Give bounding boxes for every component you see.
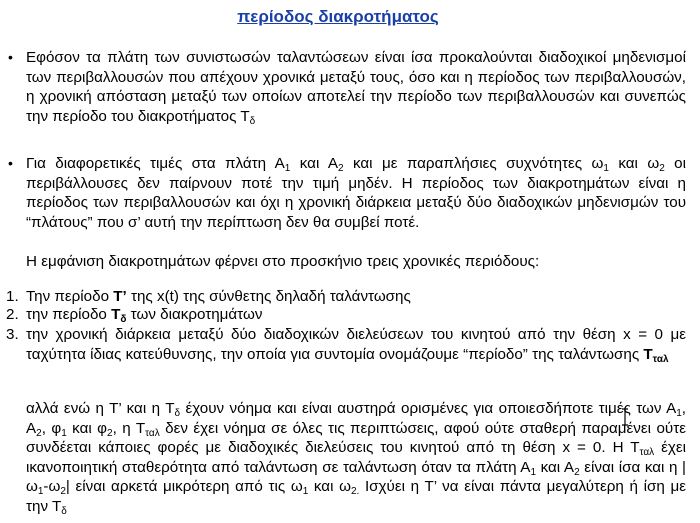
list-text: την περίοδο $T_\delta$ των διακροτημάτων (26, 306, 263, 325)
list-text: την χρονική διάρκεια μεταξύ δύο διαδοχικών διελεύσεων του κινητού από την θέση x = 0 με ταχύτητα ίδιας κατεύθυνσης, την οποία για συντομία ονομάζουμε “περίοδο” της ταλάντωσης $T_{\tau\alpha\lambda}$ (26, 326, 686, 365)
bullet-icon: • (8, 155, 13, 171)
bullet-text-1: Εφόσον τα πλάτη των συνιστωσών ταλαντώσεων είναι ίσα προκαλούνται διαδοχικοί μηδενισμοί των περιβαλλουσών που απέχουν χρονικά μεταξύ τους, όσο και η περίοδος των περιβαλλουσών, η χρονική απόσταση μεταξύ των οποίων αποτελεί την περίοδο των περιβαλλουσών και συνεπώς την περίοδο του διακροτήματος $T_\delta$ (26, 49, 686, 127)
list-number: 3. (6, 326, 19, 343)
text-cursor-icon (621, 408, 629, 426)
list-number: 1. (6, 288, 19, 305)
list-intro: Η εμφάνιση διακροτημάτων φέρνει στο προσκήνιο τρεις χρονικές περιόδους: (26, 253, 540, 270)
list-number: 2. (6, 306, 19, 323)
list-text: Την περίοδο Τ’ της x(t) της σύνθετης δηλαδή ταλάντωσης (26, 288, 411, 305)
bullet-text-2: Για διαφορετικές τιμές στα πλάτη $A_1$ και $A_2$ και με παραπλήσιες συχνότητες $\omega_1$ και $\omega_2$ οι περιβάλλουσες δεν παίρνουν ποτέ την τιμή μηδέν. Η περίοδος των διακροτημάτων είναι η περίοδος των περιβαλλουσών και όχι η χρονική διάρκεια μεταξύ δύο διαδοχικών μηδενισμών του “πλάτους” που σ’ αυτή την περίπτωση δεν θα συμβεί ποτέ. (26, 155, 686, 231)
bullet-icon: • (8, 49, 13, 65)
page-title: περίοδος διακροτήματος (237, 7, 439, 26)
closing-paragraph: αλλά ενώ η Τ’ και η $T_\delta$ έχουν νόημα και είναι αυστηρά ορισμένες για οποιεσδήποτε τιμές των $A_1$, $A_2$, $\varphi_1$ και $\varphi_2$, η $T_{\tau\alpha\lambda}$ δεν έχει νόημα σε όλες τις περιπτώσεις, αφού ούτε σταθερή παραμένει ούτε συνδέεται κάποιες φορές με διαδοχικές διελεύσεις του κινητού από τη θέση x = 0. Η $T_{\tau\alpha\lambda}$ έχει ικανοποιητική σταθερότητα από ταλάντωση σε ταλάντωση όταν τα πλάτη $A_1$ και $A_2$ είναι ίσα και η $|\omega_1-\omega_2|$ είναι αρκετά μικρότερη από τις $\omega_1$ και $\omega_{2.}$ Ισχύει η Τ’ να είναι πάντα μεγαλύτερη ή ίση με την $T_\delta$ (26, 400, 686, 517)
